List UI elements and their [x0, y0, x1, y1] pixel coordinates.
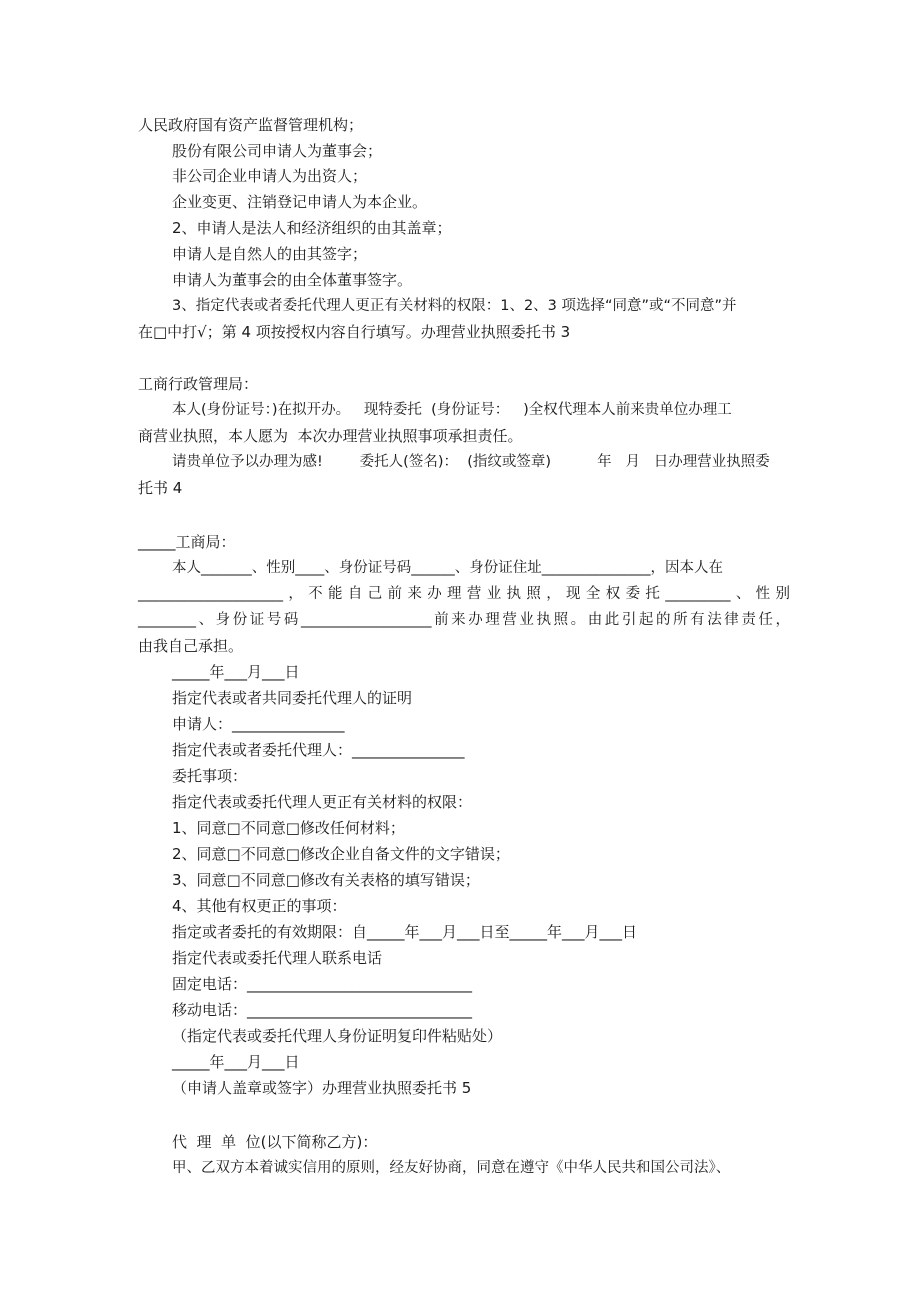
checkbox-option: 2、同意□不同意□修改企业自备文件的文字错误；: [172, 845, 510, 863]
checkbox-option: 1、同意□不同意□修改任何材料；: [172, 819, 405, 837]
text-line: 委托事项：: [172, 767, 248, 785]
text-line: 由我自己承担。: [138, 637, 244, 655]
text-line: 股份有限公司申请人为董事会；: [172, 142, 383, 160]
text-line: 在□中打√；第 4 项按授权内容自行填写。办理营业执照委托书 3: [138, 323, 571, 341]
form-field: 固定电话：______________________________: [172, 975, 473, 993]
text-line: 申请人为董事会的由全体董事签字。: [172, 271, 413, 289]
text-line: 请贵单位予以办理为感! 委托人(签名)： (指纹或签章) 年 月 日办理营业执照委: [172, 454, 770, 470]
text-line: 2、申请人是法人和经济组织的由其盖章；: [172, 219, 452, 237]
text-line: 指定代表或委托代理人联系电话: [172, 949, 383, 967]
text-line: 4、其他有权更正的事项：: [172, 897, 347, 915]
text-line: 本人(身份证号：)在拟开办。 现特委托 (身份证号： )全权代理本人前来贵单位办理工: [172, 402, 732, 418]
text-line: 商营业执照，本人愿为 本次办理营业执照事项承担责任。: [138, 427, 523, 445]
form-field: 申请人：_______________: [172, 715, 345, 733]
text-line: （申请人盖章或签字）办理营业执照委托书 5: [172, 1079, 472, 1097]
form-field: 移动电话：______________________________: [172, 1001, 473, 1019]
text-line: （指定代表或委托代理人身份证明复印件粘贴处）: [172, 1027, 503, 1045]
text-line: 托书 4: [138, 479, 183, 497]
text-line: 人民政府国有资产监督管理机构；: [138, 116, 364, 134]
text-line: 非公司企业申请人为出资人；: [172, 167, 368, 185]
text-line: 指定代表或委托代理人更正有关材料的权限：: [172, 793, 473, 811]
text-line: ________、身份证号码__________________前来办理营业执照。由此引起的所有法律责任，: [138, 612, 790, 628]
checkbox-option: 3、同意□不同意□修改有关表格的填写错误；: [172, 871, 480, 889]
text-line: 申请人是自然人的由其签字；: [172, 245, 368, 263]
text-line: 3、指定代表或者委托代理人更正有关材料的权限：1、2、3 项选择“同意”或“不同意”并: [172, 298, 737, 314]
section-heading: 指定代表或者共同委托代理人的证明: [172, 689, 413, 707]
section-heading: _____工商局：: [138, 533, 236, 551]
text-line: 本人_______、性别____、身份证号码______、身份证住址_______________，因本人在: [172, 560, 723, 576]
form-field: 指定代表或者委托代理人：_______________: [172, 741, 465, 759]
form-field: 指定或者委托的有效期限：自_____年___月___日至_____年___月___日: [172, 923, 638, 941]
section-heading: 工商行政管理局：: [138, 375, 259, 393]
text-line: ____________________，不能自己前来办理营业执照，现全权委托_________、性别: [138, 586, 790, 602]
text-line: 企业变更、注销登记申请人为本企业。: [172, 193, 428, 211]
date-line: _____年___月___日: [172, 663, 300, 681]
date-line: _____年___月___日: [172, 1053, 300, 1071]
text-line: 甲、乙双方本着诚实信用的原则，经友好协商，同意在遵守《中华人民共和国公司法》、: [172, 1160, 731, 1176]
section-heading: 代 理 单 位(以下简称乙方)：: [172, 1133, 378, 1151]
